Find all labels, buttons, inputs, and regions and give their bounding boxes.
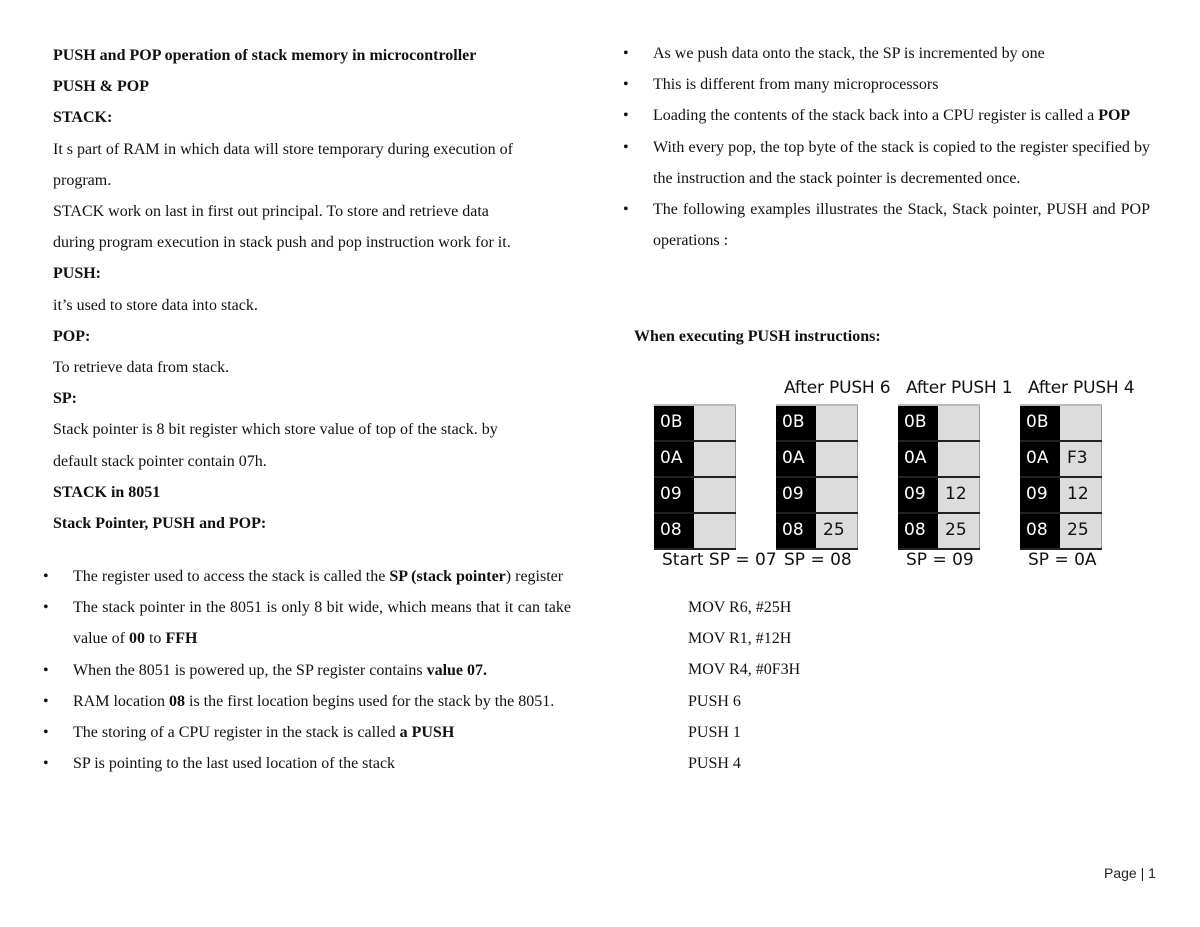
value-cell bbox=[816, 478, 858, 512]
code-line: MOV R4, #0F3H bbox=[688, 661, 801, 679]
stack-description-line-1: It s part of RAM in which data will store temporary during execution of bbox=[53, 140, 513, 158]
stack-description-line-2: program. bbox=[53, 171, 112, 189]
subtitle: PUSH & POP bbox=[53, 78, 149, 96]
list-item: • RAM location 08 is the first location begins used for the stack by the 8051. bbox=[63, 686, 571, 717]
list-item: • The following examples illustrates the Stack, Stack pointer, PUSH and POP operations : bbox=[643, 194, 1150, 256]
value-cell bbox=[938, 406, 980, 440]
value-cell: 12 bbox=[938, 478, 980, 512]
stack-row bbox=[898, 514, 980, 550]
stack-after-push-6 bbox=[776, 404, 858, 550]
address-cell: 0A bbox=[776, 442, 816, 476]
value-cell bbox=[694, 478, 736, 512]
push-description: it’s used to store data into stack. bbox=[53, 296, 258, 314]
sp-label-push-4: SP = 0A bbox=[1028, 550, 1097, 570]
value-cell bbox=[938, 442, 980, 476]
code-line: PUSH 4 bbox=[688, 755, 741, 773]
address-cell: 09 bbox=[898, 478, 938, 512]
stack-description-line-4: during program execution in stack push and pop instruction work for it. bbox=[53, 234, 511, 252]
code-line: PUSH 6 bbox=[688, 692, 741, 710]
stack-heading: STACK: bbox=[53, 109, 113, 127]
stack-row bbox=[1020, 514, 1102, 550]
code-line: MOV R6, #25H bbox=[688, 599, 792, 616]
list-item: • This is different from many microprocessors bbox=[643, 69, 1150, 100]
value-cell bbox=[816, 442, 858, 476]
sp-push-pop-heading: Stack Pointer, PUSH and POP: bbox=[53, 515, 267, 533]
stack-row bbox=[654, 442, 736, 478]
list-item: • With every pop, the top byte of the stack is copied to the register specified by the instruction and the stack pointer is decremented once. bbox=[643, 132, 1150, 194]
stack-after-push-1 bbox=[898, 404, 980, 550]
sp-heading: SP: bbox=[53, 390, 77, 408]
code-line: PUSH 1 bbox=[688, 723, 741, 741]
stack-row bbox=[776, 478, 858, 514]
value-cell bbox=[694, 442, 736, 476]
push-instructions-heading: When executing PUSH instructions: bbox=[634, 328, 881, 345]
list-item: • Loading the contents of the stack back into a CPU register is called a POP bbox=[643, 100, 1150, 131]
address-cell: 08 bbox=[1020, 514, 1060, 548]
stack-row bbox=[898, 404, 980, 442]
value-cell: 12 bbox=[1060, 478, 1102, 512]
list-item: • When the 8051 is powered up, the SP register contains value 07. bbox=[63, 655, 571, 686]
address-cell: 0A bbox=[654, 442, 694, 476]
document-title: PUSH and POP operation of stack memory in microcontroller bbox=[53, 47, 477, 64]
stack-row bbox=[776, 514, 858, 550]
stack-row bbox=[654, 478, 736, 514]
address-cell: 08 bbox=[898, 514, 938, 548]
sp-label-start: Start SP = 07 bbox=[662, 550, 777, 570]
address-cell: 0A bbox=[1020, 442, 1060, 476]
page-number: Page | 1 bbox=[1104, 865, 1156, 881]
push-heading: PUSH: bbox=[53, 265, 101, 283]
list-item: • The storing of a CPU register in the stack is called a PUSH bbox=[63, 717, 571, 748]
value-cell bbox=[694, 406, 736, 440]
sp-label-push-6: SP = 08 bbox=[784, 550, 852, 570]
list-item: • As we push data onto the stack, the SP is incremented by one bbox=[643, 38, 1150, 69]
left-column bbox=[53, 40, 576, 539]
stack-row bbox=[1020, 478, 1102, 514]
stack-8051-heading: STACK in 8051 bbox=[53, 483, 161, 501]
stack-row bbox=[898, 442, 980, 478]
stack-row bbox=[654, 514, 736, 550]
stack-row bbox=[1020, 404, 1102, 442]
sp-label-push-1: SP = 09 bbox=[906, 550, 974, 570]
sp-description-line-1: Stack pointer is 8 bit register which store value of top of the stack. by bbox=[53, 421, 498, 439]
right-bullet-list bbox=[643, 38, 1150, 256]
stack-diagram bbox=[654, 374, 1134, 574]
column-title-push-4: After PUSH 4 bbox=[1028, 378, 1135, 398]
value-cell: 25 bbox=[938, 514, 980, 548]
code-listing bbox=[688, 592, 800, 779]
stack-row bbox=[776, 442, 858, 478]
value-cell bbox=[1060, 406, 1102, 440]
stack-row bbox=[1020, 442, 1102, 478]
list-item: • The register used to access the stack is called the SP (stack pointer) register bbox=[63, 561, 571, 592]
stack-description-line-3: STACK work on last in first out principal. To store and retrieve data bbox=[53, 203, 489, 221]
column-title-push-6: After PUSH 6 bbox=[784, 378, 891, 398]
value-cell: 25 bbox=[1060, 514, 1102, 548]
address-cell: 0B bbox=[1020, 406, 1060, 440]
pop-heading: POP: bbox=[53, 327, 91, 345]
value-cell bbox=[694, 514, 736, 548]
left-bullet-list bbox=[63, 561, 571, 779]
sp-description-line-2: default stack pointer contain 07h. bbox=[53, 452, 267, 470]
stack-row bbox=[776, 404, 858, 442]
address-cell: 09 bbox=[654, 478, 694, 512]
address-cell: 0B bbox=[654, 406, 694, 440]
address-cell: 09 bbox=[1020, 478, 1060, 512]
value-cell: F3 bbox=[1060, 442, 1102, 476]
value-cell: 25 bbox=[816, 514, 858, 548]
value-cell bbox=[816, 406, 858, 440]
address-cell: 08 bbox=[654, 514, 694, 548]
address-cell: 09 bbox=[776, 478, 816, 512]
pop-description: To retrieve data from stack. bbox=[53, 359, 230, 377]
stack-after-push-4 bbox=[1020, 404, 1102, 550]
stack-row bbox=[654, 404, 736, 442]
address-cell: 0A bbox=[898, 442, 938, 476]
stack-start bbox=[654, 404, 736, 550]
address-cell: 0B bbox=[898, 406, 938, 440]
address-cell: 08 bbox=[776, 514, 816, 548]
address-cell: 0B bbox=[776, 406, 816, 440]
list-item: • SP is pointing to the last used location of the stack bbox=[63, 748, 571, 779]
list-item: • The stack pointer in the 8051 is only 8 bit wide, which means that it can take value of 00 to FFH bbox=[63, 592, 571, 654]
code-line: MOV R1, #12H bbox=[688, 630, 792, 648]
stack-row bbox=[898, 478, 980, 514]
column-title-push-1: After PUSH 1 bbox=[906, 378, 1013, 398]
